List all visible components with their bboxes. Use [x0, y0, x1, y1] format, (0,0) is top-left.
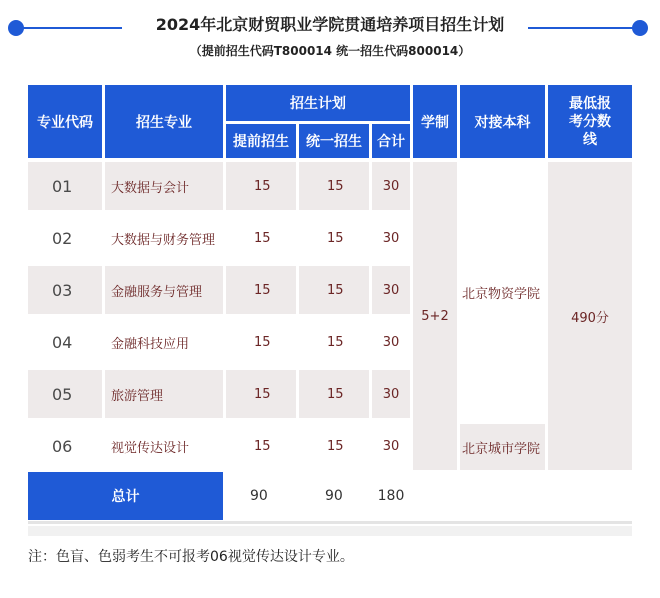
row6-total: 30: [372, 422, 410, 470]
row4-major: 金融科技应用: [105, 318, 223, 366]
total-total: 180: [372, 472, 410, 520]
footnote: 注：色盲、色弱考生不可报考06视觉传达设计专业。: [28, 549, 354, 565]
row6-code: 06: [28, 422, 102, 470]
row3-code: 03: [28, 266, 102, 314]
header-total: 合计: [372, 124, 410, 158]
row6-unified: 15: [299, 422, 369, 470]
row4-unified: 15: [299, 318, 369, 366]
header-duration: 学制: [413, 85, 457, 158]
header-code: 专业代码: [28, 85, 102, 158]
table-bottom-band: [28, 526, 632, 536]
duration-cell: 5+2: [413, 162, 457, 470]
row4-total: 30: [372, 318, 410, 366]
row4-code: 04: [28, 318, 102, 366]
row1-code: 01: [28, 162, 102, 210]
row5-unified: 15: [299, 370, 369, 418]
header-plan: 招生计划: [226, 85, 410, 121]
row1-unified: 15: [299, 162, 369, 210]
partner-cell-2: 北京城市学院: [460, 424, 545, 470]
page-title: 2024年北京财贸职业学院贯通培养项目招生计划: [155, 15, 505, 34]
total-unified: 90: [299, 472, 369, 520]
row3-total: 30: [372, 266, 410, 314]
table-bottom-rule: [28, 521, 632, 524]
page-subtitle: （提前招生代码T800014 统一招生代码800014）: [189, 44, 471, 58]
row5-code: 05: [28, 370, 102, 418]
row2-early: 15: [226, 214, 296, 262]
header-early: 提前招生: [226, 124, 296, 158]
row3-unified: 15: [299, 266, 369, 314]
row5-early: 15: [226, 370, 296, 418]
total-early: 90: [226, 472, 296, 520]
header-unified: 统一招生: [299, 124, 369, 158]
partner-cell-1: 北京物资学院: [460, 162, 545, 422]
row6-early: 15: [226, 422, 296, 470]
row3-early: 15: [226, 266, 296, 314]
row4-early: 15: [226, 318, 296, 366]
row3-major: 金融服务与管理: [105, 266, 223, 314]
header-major: 招生专业: [105, 85, 223, 158]
row1-total: 30: [372, 162, 410, 210]
row2-code: 02: [28, 214, 102, 262]
row1-major: 大数据与会计: [105, 162, 223, 210]
header-min-score-label: 最低报考分数线: [569, 95, 611, 148]
row5-total: 30: [372, 370, 410, 418]
min-score-cell: 490分: [548, 162, 632, 470]
header-partner: 对接本科: [460, 85, 545, 158]
row2-major: 大数据与财务管理: [105, 214, 223, 262]
row2-unified: 15: [299, 214, 369, 262]
header-min-score: [548, 85, 632, 158]
row5-major: 旅游管理: [105, 370, 223, 418]
row1-early: 15: [226, 162, 296, 210]
row6-major: 视觉传达设计: [105, 422, 223, 470]
row2-total: 30: [372, 214, 410, 262]
total-label: 总计: [28, 472, 223, 520]
